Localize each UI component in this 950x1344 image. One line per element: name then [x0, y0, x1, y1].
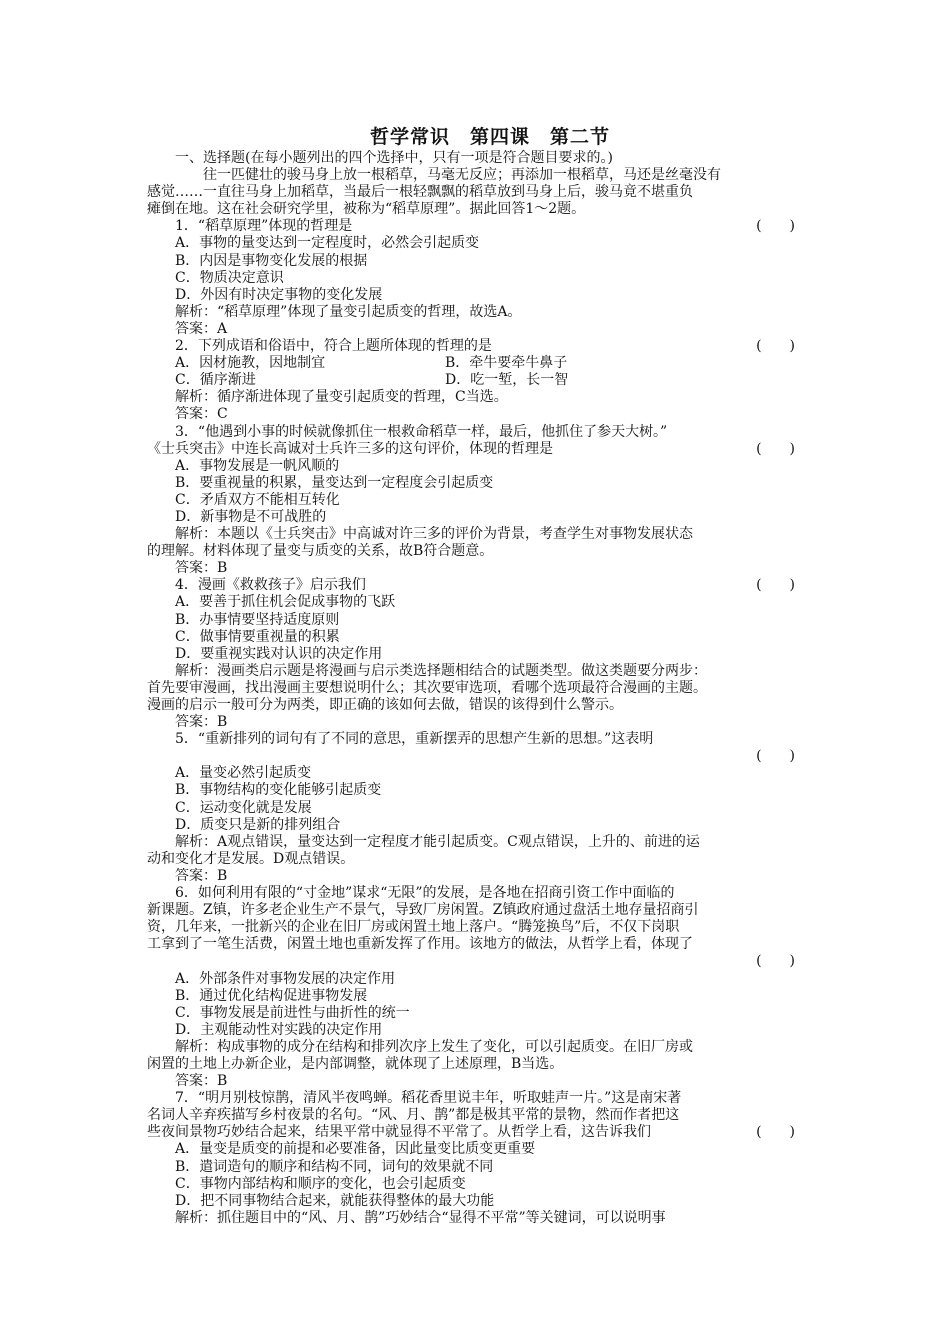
- option: A．量变必然引起质变: [175, 765, 312, 782]
- analysis: 解析：A观点错误，量变达到一定程度才能引起质变。C观点错误，上升的、前进的运: [175, 833, 700, 850]
- analysis: 的理解。材料体现了量变与质变的关系，故B符合题意。: [147, 543, 494, 560]
- analysis: 解析：本题以《士兵突击》中高诚对许三多的评价为背景，考查学生对事物发展状态: [175, 526, 693, 543]
- answer-blank: ( ): [756, 338, 795, 355]
- document-page: [147, 124, 805, 1227]
- option: B．办事情要坚持适度原则: [175, 611, 340, 628]
- option: D．要重视实践对认识的决定作用: [175, 645, 383, 662]
- answer-blank: ( ): [756, 953, 795, 970]
- analysis: 解析：抓住题目中的“风、月、鹊”巧妙结合“显得不平常”等关键词，可以说明事: [175, 1209, 666, 1226]
- answer-blank: ( ): [756, 577, 795, 594]
- answer: 答案：B: [175, 867, 228, 884]
- answer: 答案：A: [175, 320, 228, 337]
- option: C．运动变化就是发展: [175, 799, 312, 816]
- answer: 答案：B: [175, 560, 228, 577]
- question-1-stem: [175, 218, 805, 235]
- option: B．遣词造句的顺序和结构不同，词句的效果就不同: [175, 1158, 494, 1175]
- intro-line: 往一匹健壮的骏马身上放一根稻草，马毫无反应；再添加一根稻草，马还是丝毫没有: [203, 167, 721, 184]
- analysis: 首先要审漫画，找出漫画主要想说明什么；其次要审选项，看哪个选项最符合漫画的主题。: [147, 679, 707, 696]
- option: A．量变是质变的前提和必要准备，因此量变比质变更重要: [175, 1141, 536, 1158]
- answer: 答案：C: [175, 406, 228, 423]
- question-3-stem: 3．“他遇到小事的时候就像抓住一根救命稻草一样，最后，他抓住了参天大树。”: [175, 423, 668, 440]
- analysis: 动和变化才是发展。D观点错误。: [147, 850, 355, 867]
- option: C．事物发展是前进性与曲折性的统一: [175, 1004, 410, 1021]
- option: B．内因是事物变化发展的根据: [175, 252, 368, 269]
- option: D．主观能动性对实践的决定作用: [175, 1021, 383, 1038]
- page-title: 哲学常识 第四课 第二节: [369, 126, 610, 148]
- option: B．事物结构的变化能够引起质变: [175, 782, 382, 799]
- answer-blank: ( ): [756, 218, 795, 235]
- option: B．通过优化结构促进事物发展: [175, 987, 368, 1004]
- analysis: 解析：漫画类启示题是将漫画与启示类选择题相结合的试题类型。做这类题要分两步：: [175, 662, 707, 679]
- answer-blank: ( ): [756, 748, 795, 765]
- option: B．要重视量的积累，量变达到一定程度会引起质变: [175, 474, 494, 491]
- document-body: [147, 150, 805, 1227]
- option: B．牵牛要牵牛鼻子: [445, 355, 568, 372]
- analysis: 解析：构成事物的成分在结构和排列次序上发生了变化，可以引起质变。在旧厂房或: [175, 1038, 693, 1055]
- question-6-stem: 6．如何利用有限的“寸金地”谋求“无限”的发展，是各地在招商引资工作中面临的: [175, 885, 675, 902]
- question-6-stem: 资，几年来，一批新兴的企业在旧厂房或闲置土地上落户。“腾笼换鸟”后，不仅下岗职: [147, 919, 680, 936]
- option: A．事物发展是一帆风顺的: [175, 457, 340, 474]
- question-stem-text: 4．漫画《救救孩子》启示我们: [175, 577, 366, 594]
- analysis: 漫画的启示一般可分为两类，即正确的该如何去做，错误的该得到什么警示。: [147, 697, 623, 713]
- question-6-stem: 新课题。Z镇，许多老企业生产不景气，导致厂房闲置。Z镇政府通过盘活土地存量招商引: [147, 902, 699, 919]
- analysis: 解析：“稻草原理”体现了量变引起质变的哲理，故选A。: [175, 303, 522, 320]
- question-6-blank-line: [175, 953, 805, 970]
- question-7-stem: [147, 1124, 805, 1141]
- answer: 答案：B: [175, 714, 228, 731]
- question-7-stem: 名词人辛弃疾描写乡村夜景的名句。“风、月、鹊”都是极其平常的景物，然而作者把这: [147, 1107, 680, 1124]
- option: C．矛盾双方不能相互转化: [175, 491, 340, 508]
- option: D．吃一堑，长一智: [445, 372, 569, 389]
- question-4-stem: [175, 577, 805, 594]
- question-stem-text: 1．“稻草原理”体现的哲理是: [175, 218, 353, 235]
- answer-blank: ( ): [756, 1124, 795, 1141]
- option: D．质变只是新的排列组合: [175, 816, 341, 833]
- question-7-stem: 7．“明月别枝惊鹊，清风半夜鸣蝉。稻花香里说丰年，听取蛙声一片。”这是南宋著: [175, 1090, 682, 1107]
- option: A．事物的量变达到一定程度时，必然会引起质变: [175, 235, 480, 252]
- question-stem-text: 《士兵突击》中连长高诚对士兵许三多的这句评价，体现的哲理是: [147, 440, 553, 457]
- option: D．外因有时决定事物的变化发展: [175, 286, 383, 303]
- intro-line: 瘫倒在地。这在社会研究学里，被称为“稻草原理”。据此回答1～2题。: [147, 201, 586, 218]
- question-6-stem: 工拿到了一笔生活费，闲置土地也重新发挥了作用。该地方的做法，从哲学上看，体现了: [147, 936, 693, 953]
- option: A．要善于抓住机会促成事物的飞跃: [175, 594, 396, 611]
- option: A．外部条件对事物发展的决定作用: [175, 970, 396, 987]
- option-row: [175, 372, 805, 389]
- question-2-stem: [175, 338, 805, 355]
- answer-blank: ( ): [756, 440, 795, 457]
- option-row: [175, 355, 805, 372]
- option: C．事物内部结构和顺序的变化，也会引起质变: [175, 1175, 466, 1192]
- option: D．把不同事物结合起来，就能获得整体的最大功能: [175, 1192, 495, 1209]
- analysis: 闲置的土地上办新企业，是内部调整，就体现了上述原理，B当选。: [147, 1055, 564, 1072]
- option: D．新事物是不可战胜的: [175, 508, 327, 525]
- question-stem-text: 2．下列成语和俗语中，符合上题所体现的哲理的是: [175, 338, 492, 355]
- intro-line: 感觉……一直往马身上加稻草，当最后一根轻飘飘的稻草放到马身上后，骏马竟不堪重负: [147, 184, 693, 201]
- question-stem-text: 些夜间景物巧妙结合起来，结果平常中就显得不平常了。从哲学上看，这告诉我们: [147, 1124, 651, 1141]
- option: A．因材施教，因地制宜: [175, 355, 326, 372]
- option: C．物质决定意识: [175, 269, 284, 286]
- option: C．循序渐进: [175, 372, 256, 389]
- instructions: 一、选择题(在每小题列出的四个选择中，只有一项是符合题目要求的。): [175, 150, 613, 166]
- question-5-blank-line: [175, 748, 805, 765]
- option: C．做事情要重视量的积累: [175, 628, 340, 645]
- analysis: 解析：循序渐进体现了量变引起质变的哲理，C当选。: [175, 389, 508, 406]
- question-5-stem: 5．“重新排列的词句有了不同的意思，重新摆弄的思想产生新的思想。”这表明: [175, 731, 654, 748]
- question-3-stem: [147, 441, 805, 458]
- answer: 答案：B: [175, 1073, 228, 1090]
